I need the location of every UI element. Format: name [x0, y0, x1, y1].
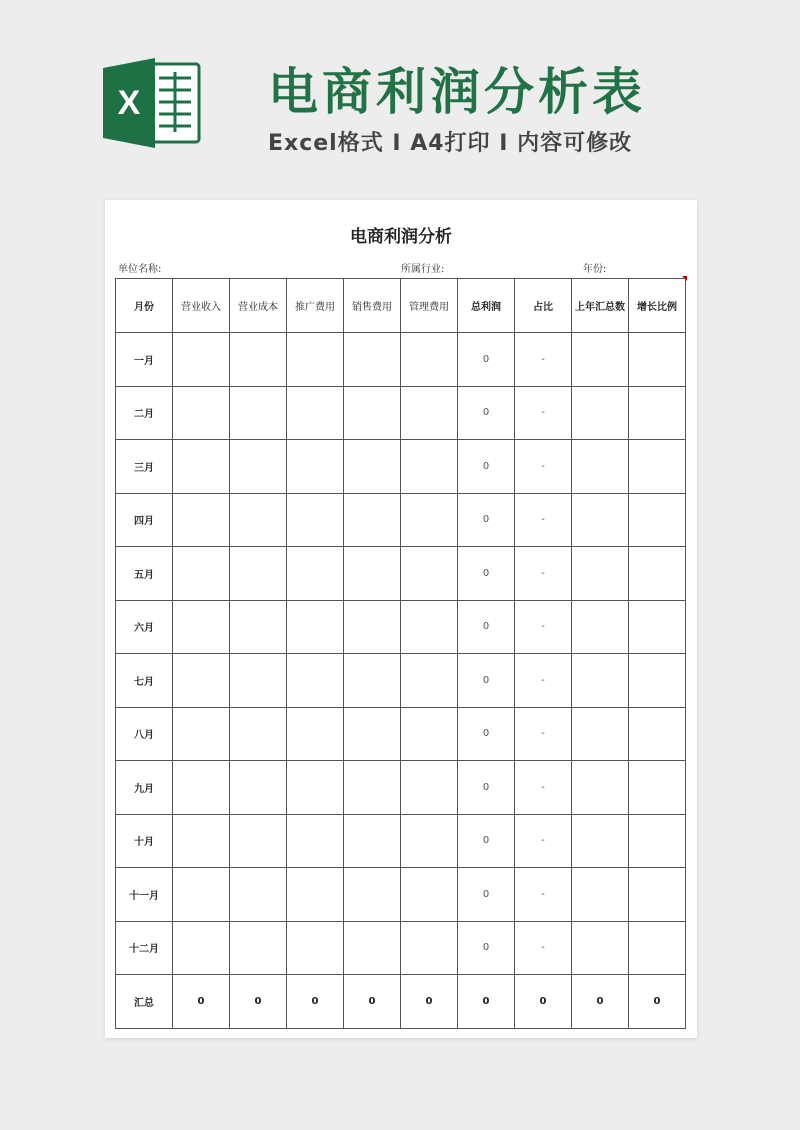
spreadsheet-sheet [105, 200, 697, 1038]
ratio-cell[interactable]: - [515, 921, 572, 975]
last-year-cell[interactable] [572, 707, 629, 761]
growth-cell[interactable] [629, 440, 686, 494]
month-cell[interactable]: 八月 [116, 707, 173, 761]
last-year-cell[interactable] [572, 547, 629, 601]
input-cell[interactable] [287, 921, 344, 975]
growth-cell[interactable] [629, 386, 686, 440]
input-cell[interactable] [230, 547, 287, 601]
input-cell[interactable] [230, 333, 287, 387]
input-cell[interactable] [230, 440, 287, 494]
growth-cell[interactable] [629, 814, 686, 868]
input-cell[interactable] [287, 547, 344, 601]
total-cell[interactable]: 0 [515, 975, 572, 1029]
table-row [116, 333, 686, 387]
input-cell[interactable] [287, 386, 344, 440]
input-cell[interactable] [344, 654, 401, 708]
column-header[interactable]: 总利润 [458, 279, 515, 333]
input-cell[interactable] [173, 814, 230, 868]
page-title: 电商利润分析表 [268, 63, 646, 121]
profit-cell[interactable]: 0 [458, 547, 515, 601]
input-cell[interactable] [344, 761, 401, 815]
input-cell[interactable] [344, 707, 401, 761]
month-cell[interactable]: 二月 [116, 386, 173, 440]
table-row [116, 493, 686, 547]
column-header[interactable]: 营业收入 [173, 279, 230, 333]
month-cell[interactable]: 五月 [116, 547, 173, 601]
ratio-cell[interactable]: - [515, 707, 572, 761]
input-cell[interactable] [401, 921, 458, 975]
growth-cell[interactable] [629, 868, 686, 922]
growth-cell[interactable] [629, 921, 686, 975]
total-cell[interactable]: 0 [230, 975, 287, 1029]
input-cell[interactable] [344, 493, 401, 547]
total-cell[interactable]: 0 [572, 975, 629, 1029]
input-cell[interactable] [230, 921, 287, 975]
input-cell[interactable] [287, 333, 344, 387]
input-cell[interactable] [401, 386, 458, 440]
input-cell[interactable] [287, 814, 344, 868]
ratio-cell[interactable]: - [515, 654, 572, 708]
table-row [116, 814, 686, 868]
input-cell[interactable] [173, 868, 230, 922]
last-year-cell[interactable] [572, 761, 629, 815]
growth-cell[interactable] [629, 707, 686, 761]
growth-cell[interactable] [629, 333, 686, 387]
input-cell[interactable] [401, 333, 458, 387]
growth-cell[interactable] [629, 654, 686, 708]
table-row [116, 707, 686, 761]
input-cell[interactable] [173, 921, 230, 975]
input-cell[interactable] [344, 440, 401, 494]
input-cell[interactable] [287, 868, 344, 922]
year-label: 年份: [583, 264, 607, 275]
input-cell[interactable] [401, 600, 458, 654]
profit-cell[interactable]: 0 [458, 493, 515, 547]
profit-cell[interactable]: 0 [458, 814, 515, 868]
input-cell[interactable] [230, 654, 287, 708]
month-cell[interactable]: 三月 [116, 440, 173, 494]
input-cell[interactable] [401, 547, 458, 601]
total-cell[interactable]: 0 [287, 975, 344, 1029]
growth-cell[interactable] [629, 547, 686, 601]
input-cell[interactable] [401, 868, 458, 922]
input-cell[interactable] [287, 654, 344, 708]
month-cell[interactable]: 十一月 [116, 868, 173, 922]
input-cell[interactable] [173, 386, 230, 440]
table-row [116, 440, 686, 494]
input-cell[interactable] [173, 333, 230, 387]
industry-label: 所属行业: [401, 264, 445, 275]
input-cell[interactable] [287, 707, 344, 761]
column-header[interactable]: 月份 [116, 279, 173, 333]
ratio-cell[interactable]: - [515, 761, 572, 815]
month-cell[interactable]: 六月 [116, 600, 173, 654]
ratio-cell[interactable]: - [515, 814, 572, 868]
table-row [116, 654, 686, 708]
last-year-cell[interactable] [572, 814, 629, 868]
input-cell[interactable] [230, 868, 287, 922]
last-year-cell[interactable] [572, 921, 629, 975]
column-header[interactable]: 销售费用 [344, 279, 401, 333]
input-cell[interactable] [344, 386, 401, 440]
ratio-cell[interactable]: - [515, 333, 572, 387]
sheet-title: 电商利润分析 [350, 227, 452, 247]
table-row [116, 921, 686, 975]
profit-cell[interactable]: 0 [458, 868, 515, 922]
ratio-cell[interactable]: - [515, 386, 572, 440]
input-cell[interactable] [173, 707, 230, 761]
table-row [116, 600, 686, 654]
last-year-cell[interactable] [572, 440, 629, 494]
unit-name-label: 单位名称: [118, 264, 162, 275]
profit-cell[interactable]: 0 [458, 921, 515, 975]
table-row [116, 386, 686, 440]
input-cell[interactable] [344, 600, 401, 654]
month-cell[interactable]: 十月 [116, 814, 173, 868]
column-header[interactable]: 占比 [515, 279, 572, 333]
input-cell[interactable] [173, 654, 230, 708]
growth-cell[interactable] [629, 761, 686, 815]
input-cell[interactable] [173, 761, 230, 815]
input-cell[interactable] [344, 333, 401, 387]
profit-cell[interactable]: 0 [458, 386, 515, 440]
profit-cell[interactable]: 0 [458, 707, 515, 761]
input-cell[interactable] [401, 654, 458, 708]
ratio-cell[interactable]: - [515, 868, 572, 922]
input-cell[interactable] [401, 707, 458, 761]
input-cell[interactable] [344, 547, 401, 601]
input-cell[interactable] [173, 547, 230, 601]
input-cell[interactable] [401, 814, 458, 868]
month-cell[interactable]: 九月 [116, 761, 173, 815]
input-cell[interactable] [401, 493, 458, 547]
input-cell[interactable] [287, 493, 344, 547]
input-cell[interactable] [173, 493, 230, 547]
month-cell[interactable]: 四月 [116, 493, 173, 547]
column-header[interactable]: 推广费用 [287, 279, 344, 333]
excel-logo-icon [103, 58, 203, 148]
ratio-cell[interactable]: - [515, 547, 572, 601]
input-cell[interactable] [401, 440, 458, 494]
ratio-cell[interactable]: - [515, 600, 572, 654]
month-cell[interactable]: 七月 [116, 654, 173, 708]
growth-cell[interactable] [629, 600, 686, 654]
growth-cell[interactable] [629, 493, 686, 547]
table-header-row [116, 279, 686, 333]
last-year-cell[interactable] [572, 386, 629, 440]
total-cell[interactable]: 0 [344, 975, 401, 1029]
input-cell[interactable] [230, 761, 287, 815]
last-year-cell[interactable] [572, 600, 629, 654]
last-year-cell[interactable] [572, 333, 629, 387]
last-year-cell[interactable] [572, 868, 629, 922]
column-header[interactable]: 管理费用 [401, 279, 458, 333]
profit-cell[interactable]: 0 [458, 440, 515, 494]
table-row [116, 868, 686, 922]
total-cell[interactable]: 0 [458, 975, 515, 1029]
total-cell[interactable]: 0 [173, 975, 230, 1029]
total-cell[interactable]: 0 [401, 975, 458, 1029]
profit-cell[interactable]: 0 [458, 600, 515, 654]
profit-table [115, 278, 686, 1029]
column-header[interactable]: 营业成本 [230, 279, 287, 333]
input-cell[interactable] [230, 386, 287, 440]
total-label[interactable]: 汇总 [116, 975, 173, 1029]
input-cell[interactable] [230, 814, 287, 868]
input-cell[interactable] [287, 761, 344, 815]
total-row [116, 975, 686, 1029]
input-cell[interactable] [287, 440, 344, 494]
ratio-cell[interactable]: - [515, 493, 572, 547]
page-subtitle: Excel格式 I A4打印 I 内容可修改 [268, 131, 633, 156]
ratio-cell[interactable]: - [515, 440, 572, 494]
column-header[interactable]: 增长比例 [629, 279, 686, 333]
input-cell[interactable] [287, 600, 344, 654]
input-cell[interactable] [173, 600, 230, 654]
profit-cell[interactable]: 0 [458, 333, 515, 387]
input-cell[interactable] [344, 921, 401, 975]
input-cell[interactable] [230, 707, 287, 761]
table-row [116, 761, 686, 815]
input-cell[interactable] [230, 493, 287, 547]
month-cell[interactable]: 十二月 [116, 921, 173, 975]
header [0, 0, 800, 200]
column-header[interactable]: 上年汇总数 [572, 279, 629, 333]
month-cell[interactable]: 一月 [116, 333, 173, 387]
input-cell[interactable] [401, 761, 458, 815]
last-year-cell[interactable] [572, 493, 629, 547]
profit-cell[interactable]: 0 [458, 654, 515, 708]
svg-text:X: X [117, 84, 141, 122]
profit-cell[interactable]: 0 [458, 761, 515, 815]
input-cell[interactable] [344, 814, 401, 868]
table-row [116, 547, 686, 601]
input-cell[interactable] [230, 600, 287, 654]
input-cell[interactable] [344, 868, 401, 922]
input-cell[interactable] [173, 440, 230, 494]
total-cell[interactable]: 0 [629, 975, 686, 1029]
last-year-cell[interactable] [572, 654, 629, 708]
